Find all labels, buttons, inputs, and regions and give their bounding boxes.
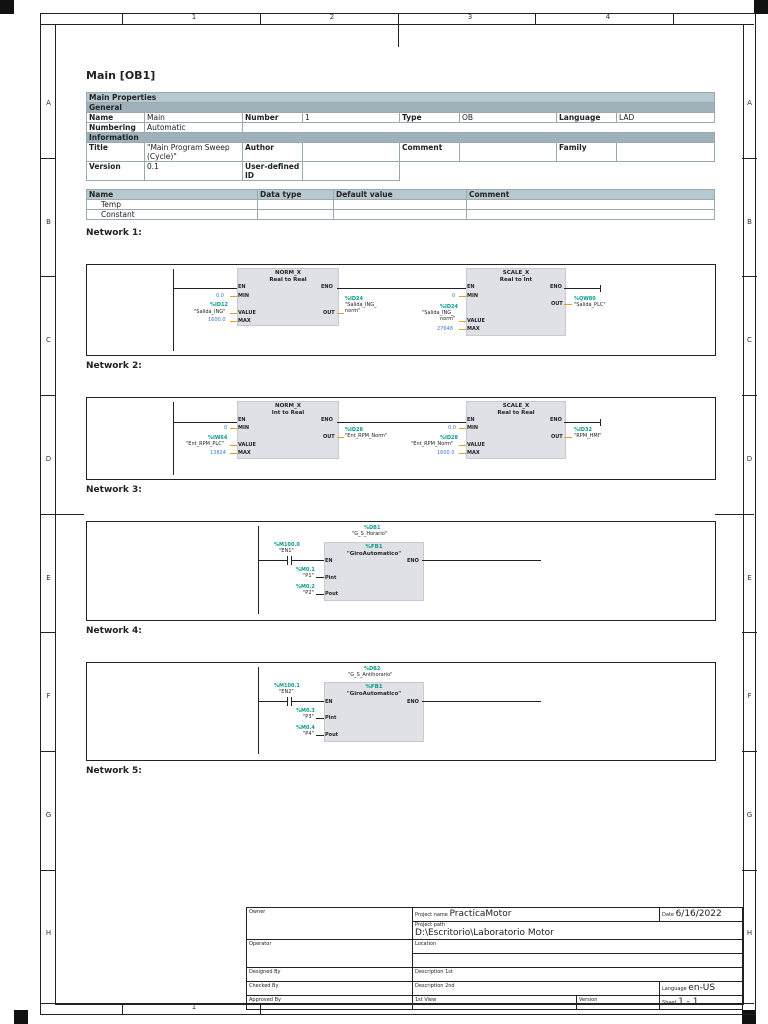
pin-max: MAX (238, 318, 251, 324)
title-value: "Main Program Sweep (Cycle)" (145, 143, 243, 162)
project-path-cell (413, 922, 743, 940)
corner-mark-tr (754, 0, 768, 14)
norm-x-block (237, 401, 339, 459)
power-rail (258, 526, 259, 614)
fb-giro-automatico-block (324, 682, 424, 742)
version-label: Version (87, 162, 145, 181)
pin-out: OUT (323, 434, 335, 440)
wire (459, 321, 466, 322)
db-symbol: "G_S_Antihorario" (348, 672, 393, 678)
wire (230, 321, 237, 322)
zone-tick (40, 276, 55, 277)
interface-header-name: Name (87, 190, 258, 200)
sheet-cell (660, 996, 743, 1010)
pin-en: EN (467, 417, 475, 423)
pin-en: EN (325, 699, 333, 705)
language-value: LAD (617, 113, 715, 123)
checked-by-cell (247, 982, 413, 996)
section-information: Information (87, 133, 715, 143)
scale-x-block (466, 401, 566, 459)
zone-tick (40, 751, 55, 752)
zone-row-label: B (747, 218, 752, 226)
wire (459, 329, 466, 330)
corner-mark-tl (0, 0, 14, 14)
pin-pout: Pout (325, 732, 339, 738)
interface-header-comment: Comment (467, 190, 715, 200)
interface-header-datatype: Data type (258, 190, 334, 200)
wire (459, 445, 466, 446)
wire (564, 288, 600, 289)
zone-tick (122, 1003, 123, 1014)
pin-eno: ENO (407, 699, 419, 705)
user-defined-id-label: User-defined ID (243, 162, 303, 181)
value-symbol: "Salida_ING" (194, 309, 226, 315)
wire (316, 718, 324, 719)
approved-by-label: Approved By (249, 997, 281, 1003)
pint-symbol: "P3" (303, 714, 314, 720)
pint-address: %M0.1 (296, 567, 315, 573)
pin-pout: Pout (325, 591, 339, 597)
contact-symbol: "EN2" (279, 689, 294, 695)
section-general: General (87, 103, 715, 113)
db-address: %DB2 (364, 666, 381, 672)
numbering-label: Numbering (87, 123, 145, 133)
pin-eno: ENO (550, 284, 562, 290)
description-2nd-cell (413, 982, 660, 996)
operator-cell (247, 940, 413, 968)
pin-en: EN (467, 284, 475, 290)
project-name-value: PracticaMotor (449, 909, 512, 919)
language-cell (660, 982, 743, 996)
wire (337, 437, 344, 438)
author-value (303, 143, 400, 162)
description-1st-cell (413, 968, 743, 982)
title-label: Title (87, 143, 145, 162)
value-address: %ID28 (440, 435, 458, 441)
block-name: NORM_X Int to Real (271, 403, 305, 416)
zone-row-label: E (46, 574, 51, 582)
date-value: 6/16/2022 (675, 909, 722, 919)
min-constant: 0.0 (216, 293, 224, 299)
operator-label: Operator (249, 941, 272, 947)
date-cell (660, 908, 743, 922)
out-address: %ID28 (345, 427, 363, 433)
wire (564, 422, 600, 423)
contact-address: %M100.1 (274, 683, 300, 689)
zone-row-label: C (747, 336, 752, 344)
zone-tick (122, 13, 123, 24)
pin-max: MAX (467, 326, 480, 332)
max-constant: 1600.0 (208, 317, 226, 323)
block-name: NORM_X Real to Real (269, 270, 307, 283)
zone-tick (742, 276, 757, 277)
network-2-box (86, 397, 716, 480)
zone-row-label: G (746, 811, 753, 819)
pin-eno: ENO (321, 417, 333, 423)
wire (258, 560, 287, 561)
contact-address: %M100.0 (274, 542, 300, 548)
pin-eno: ENO (407, 558, 419, 564)
zone-row-label: A (747, 99, 752, 107)
zone-tick (742, 632, 757, 633)
value-address: %ID12 (210, 302, 228, 308)
family-label: Family (557, 143, 617, 162)
pin-eno: ENO (321, 284, 333, 290)
version-value: 0.1 (145, 162, 243, 181)
zone-tick (40, 514, 84, 515)
first-view-cell (413, 996, 577, 1010)
comment-label: Comment (400, 143, 460, 162)
pin-min: MIN (238, 293, 250, 299)
approved-by-cell (247, 996, 413, 1010)
wire (230, 296, 237, 297)
wire (337, 422, 466, 423)
out-symbol: "Ent_RPM_Norm" (345, 433, 388, 439)
wire (564, 437, 572, 438)
wire (337, 288, 466, 289)
zone-tick (535, 13, 536, 24)
wire (316, 577, 324, 578)
wire (230, 453, 237, 454)
wire (230, 445, 237, 446)
type-label: Type (400, 113, 460, 123)
date-label: Date (662, 912, 674, 918)
pin-max: MAX (467, 450, 480, 456)
block-name: SCALE_X Real to Real (497, 403, 535, 416)
interface-table (86, 189, 715, 220)
sheet-value: 1 - 1 (678, 997, 699, 1007)
value-symbol: "Ent_RPM_Norm" (411, 441, 454, 447)
out-address: %QW80 (574, 296, 596, 302)
db-address: %DB1 (364, 525, 381, 531)
pin-out: OUT (551, 301, 563, 307)
wire (258, 701, 287, 702)
owner-label: Owner (249, 909, 266, 915)
pin-min: MIN (467, 293, 479, 299)
pin-value: VALUE (238, 310, 256, 316)
out-symbol: "RPM_HMI" (574, 433, 602, 439)
zone-tick (715, 514, 754, 515)
coil-end (600, 285, 601, 292)
wire (316, 735, 324, 736)
pout-symbol: "P2" (303, 590, 314, 596)
interface-row-temp: Temp (87, 200, 258, 210)
pin-out: OUT (551, 434, 563, 440)
pin-en: EN (325, 558, 333, 564)
interface-row-constant: Constant (87, 210, 258, 220)
zone-row-label: G (45, 811, 52, 819)
author-label: Author (243, 143, 303, 162)
wire (173, 288, 237, 289)
out-symbol: "Salida_ING_ (345, 302, 377, 308)
power-rail (173, 269, 174, 351)
pin-value: VALUE (238, 442, 256, 448)
tb-language-label: Language (662, 986, 687, 992)
zone-row-label: A (46, 99, 51, 107)
project-path-label: Project path (415, 922, 446, 928)
pin-pint: Pint (325, 715, 337, 721)
family-value (617, 143, 715, 162)
network-1-title: Network 1: (86, 228, 142, 238)
power-rail (258, 667, 259, 754)
wire (422, 701, 541, 702)
pin-out: OUT (323, 310, 335, 316)
section-main-properties: Main Properties (87, 93, 715, 103)
wire (337, 313, 344, 314)
wire (230, 313, 237, 314)
zone-tick (40, 395, 55, 396)
zone-tick (40, 158, 55, 159)
max-constant: 27648 (437, 326, 453, 332)
value-address: %ID24 (440, 304, 458, 310)
block-name: %FB1 "GiroAutomatico" (346, 684, 402, 697)
zone-row-label: B (46, 218, 51, 226)
wire (316, 594, 324, 595)
owner-cell (247, 908, 413, 940)
contact-symbol: "EN1" (279, 548, 294, 554)
zone-row-label: C (46, 336, 51, 344)
zone-col-label-bottom: 1 (191, 1003, 197, 1011)
network-5-title: Network 5: (86, 766, 142, 776)
norm-x-block (237, 268, 339, 326)
zone-row-label: F (747, 692, 752, 700)
language-label: Language (557, 113, 617, 123)
wire (291, 560, 324, 561)
network-4-title: Network 4: (86, 626, 142, 636)
fb-giro-automatico-block (324, 542, 424, 601)
location-label: Location (415, 941, 437, 947)
project-name-cell (413, 908, 660, 922)
min-constant: 0 (452, 293, 456, 299)
min-constant: 0 (224, 425, 228, 431)
version-cell (577, 996, 660, 1010)
name-value: Main (145, 113, 243, 123)
wire (459, 296, 466, 297)
zone-row-label: E (747, 574, 752, 582)
zone-top-divider (40, 24, 754, 25)
zone-tick (260, 13, 261, 24)
project-name-label: Project name (415, 912, 448, 918)
zone-row-label: H (45, 929, 52, 937)
power-rail (173, 402, 174, 475)
zone-tick (40, 632, 55, 633)
zone-row-label: D (746, 455, 753, 463)
zone-col-label: 1 (191, 13, 197, 21)
wire (459, 453, 466, 454)
coil-end (600, 419, 601, 426)
pint-address: %M0.3 (296, 708, 315, 714)
wire (291, 701, 324, 702)
zone-tick (742, 395, 757, 396)
name-label: Name (87, 113, 145, 123)
pin-min: MIN (467, 425, 479, 431)
out-symbol: "Salida_PLC" (574, 302, 606, 308)
designed-by-cell (247, 968, 413, 982)
max-constant: 1600.0 (437, 450, 455, 456)
zone-row-label: F (46, 692, 51, 700)
zone-col-label: 2 (329, 13, 335, 21)
tb-language-value: en-US (688, 983, 716, 993)
first-view-label: 1st View (415, 997, 437, 1003)
wire (564, 304, 572, 305)
page-title: Main [OB1] (86, 69, 156, 82)
description-2nd-label: Description 2nd (415, 983, 455, 989)
value-symbol: norm" (440, 316, 456, 322)
pin-max: MAX (238, 450, 251, 456)
zone-tick (742, 751, 757, 752)
min-constant: 0.0 (448, 425, 456, 431)
zone-tick (40, 870, 55, 871)
number-value: 1 (303, 113, 400, 123)
contact-icon (287, 697, 288, 706)
block-name: SCALE_X Real to Int (499, 270, 533, 283)
pint-symbol: "P1" (303, 573, 314, 579)
network-3-title: Network 3: (86, 485, 142, 495)
network-1-box (86, 264, 716, 356)
number-label: Number (243, 113, 303, 123)
contact-icon (287, 556, 288, 565)
wire (459, 428, 466, 429)
max-constant: 13824 (210, 450, 226, 456)
pout-address: %M0.4 (296, 725, 315, 731)
zone-tick (742, 158, 757, 159)
pin-pint: Pint (325, 575, 337, 581)
zone-col-label: 4 (605, 13, 611, 21)
out-address: %ID32 (574, 427, 592, 433)
properties-table (86, 92, 715, 181)
value-symbol: "Ent_RPM_PLC" (186, 441, 224, 447)
corner-mark-bl (14, 1010, 28, 1024)
project-path-value: D:\Escritorio\Laboratorio Motor (415, 928, 554, 938)
designed-by-label: Designed By (249, 969, 281, 975)
user-defined-id-value (303, 162, 400, 181)
zone-row-label: D (45, 455, 52, 463)
pout-address: %M0.2 (296, 584, 315, 590)
zone-col-label: 3 (467, 13, 473, 21)
type-value: OB (460, 113, 557, 123)
title-block (246, 907, 743, 1010)
wire (422, 560, 541, 561)
network-2-title: Network 2: (86, 361, 142, 371)
pout-symbol: "P4" (303, 731, 314, 737)
location-cell (413, 940, 743, 954)
zone-tick (673, 13, 674, 24)
wire (173, 422, 237, 423)
pin-en: EN (238, 417, 246, 423)
tb-version-label: Version (579, 997, 598, 1003)
block-name: %FB1 "GiroAutomatico" (346, 544, 402, 557)
zone-row-label: H (746, 929, 753, 937)
value-address: %IW64 (208, 435, 228, 441)
checked-by-label: Checked By (249, 983, 279, 989)
comment-value (460, 143, 557, 162)
description-1st-label: Description 1st (415, 969, 453, 975)
out-address: %ID24 (345, 296, 363, 302)
numbering-value: Automatic (145, 123, 243, 133)
wire (230, 428, 237, 429)
sheet-label: Sheet (662, 1000, 677, 1006)
out-symbol: norm" (345, 308, 361, 314)
pin-eno: ENO (550, 417, 562, 423)
zone-tick (742, 870, 757, 871)
pin-value: VALUE (467, 442, 485, 448)
pin-min: MIN (238, 425, 250, 431)
db-symbol: "G_S_Horario" (352, 531, 388, 537)
interface-header-default: Default value (334, 190, 467, 200)
value-symbol: "Salida_ING_ (422, 310, 454, 316)
pin-en: EN (238, 284, 246, 290)
zone-tick (398, 13, 399, 47)
pin-value: VALUE (467, 318, 485, 324)
